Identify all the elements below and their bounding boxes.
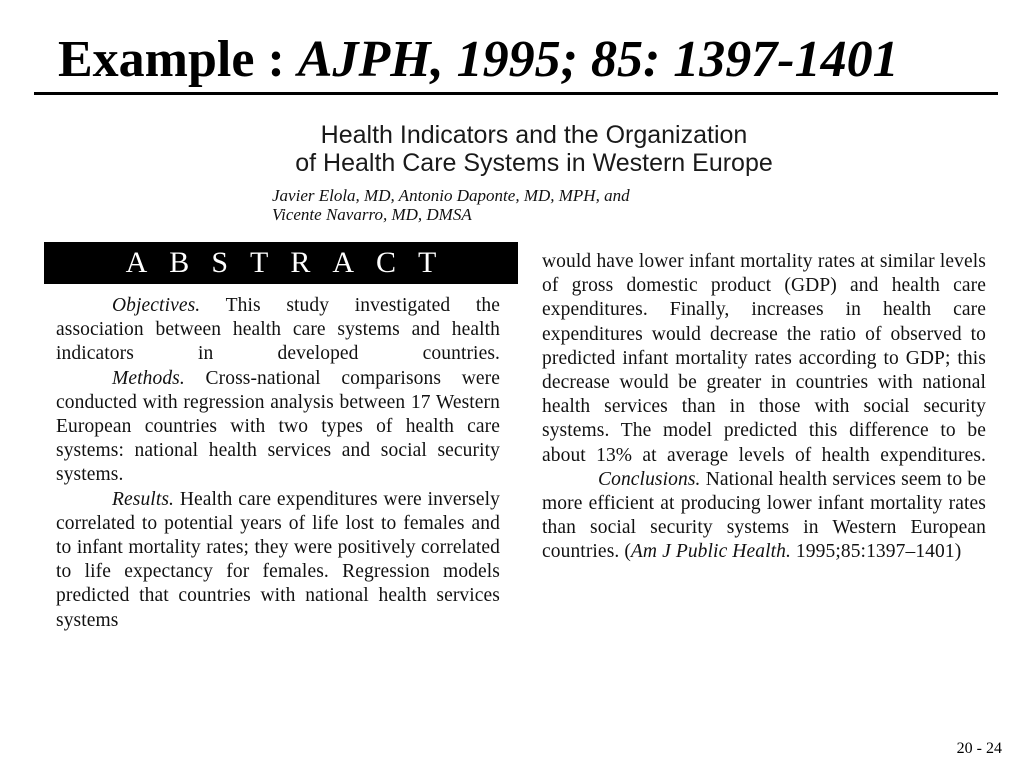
authors-line-1: Javier Elola, MD, Antonio Daponte, MD, MPH, and [272, 186, 630, 205]
paper-title-line-1: Health Indicators and the Organization [320, 121, 748, 149]
abstract-results-part2 [542, 250, 986, 468]
title-prefix: Example : [58, 31, 298, 88]
authors-line-2: Vicente Navarro, MD, DMSA [272, 205, 472, 224]
abstract-banner [44, 242, 518, 284]
abstract-methods [56, 367, 500, 488]
paper-authors [272, 186, 832, 224]
results-text-right: would have lower infant mortality rates at similar levels of gross domestic product (GDP) and health care expenditures. Finally, increases in health care expenditures would decrease the ratio of observed to predicted infant mortality rates according to GDP; this decrease would be greater in countries with national health services than in those with social security systems. The model predicted this difference to be about 13% at average levels of health expenditures. [542, 251, 986, 466]
conclusions-text: National health services seem to be more efficient at producing lower infant mortality rates than social security systems in Western European countries. ( [542, 468, 986, 563]
methods-text: Cross-national comparisons were conducted with regression analysis between 17 Western European countries with two types of health care systems: national health services and social security systems. [56, 367, 500, 486]
abstract-column-right [542, 250, 986, 565]
results-text-left: Health care expenditures were inversely correlated to potential years of life lost to females and to infant mortality rates; they were positively correlated to life expectancy for females. Regression models predicted that countries with national health services systems [56, 488, 500, 631]
paper-title [232, 121, 836, 177]
conclusions-heading: Conclusions. [598, 468, 701, 490]
objectives-text: This study investigated the association between health care systems and health indicators in developed countries. [56, 295, 500, 365]
objectives-heading: Objectives. [112, 295, 201, 316]
journal-reference-tail: 1995;85:1397–1401) [790, 541, 962, 563]
abstract-objectives [56, 294, 500, 367]
results-heading: Results. [112, 488, 175, 510]
slide-number: 20 - 24 [956, 740, 1002, 757]
abstract-results-part1 [56, 488, 500, 633]
title-citation: AJPH, 1995; 85: 1397-1401 [297, 31, 899, 88]
abstract-label: ABSTRACT [125, 246, 459, 279]
journal-reference: Am J Public Health. [630, 541, 791, 563]
paper-title-line-2: of Health Care Systems in Western Europe [295, 149, 773, 177]
abstract-column-left [56, 294, 500, 633]
abstract-conclusions [542, 468, 986, 565]
methods-heading: Methods. [112, 367, 185, 389]
